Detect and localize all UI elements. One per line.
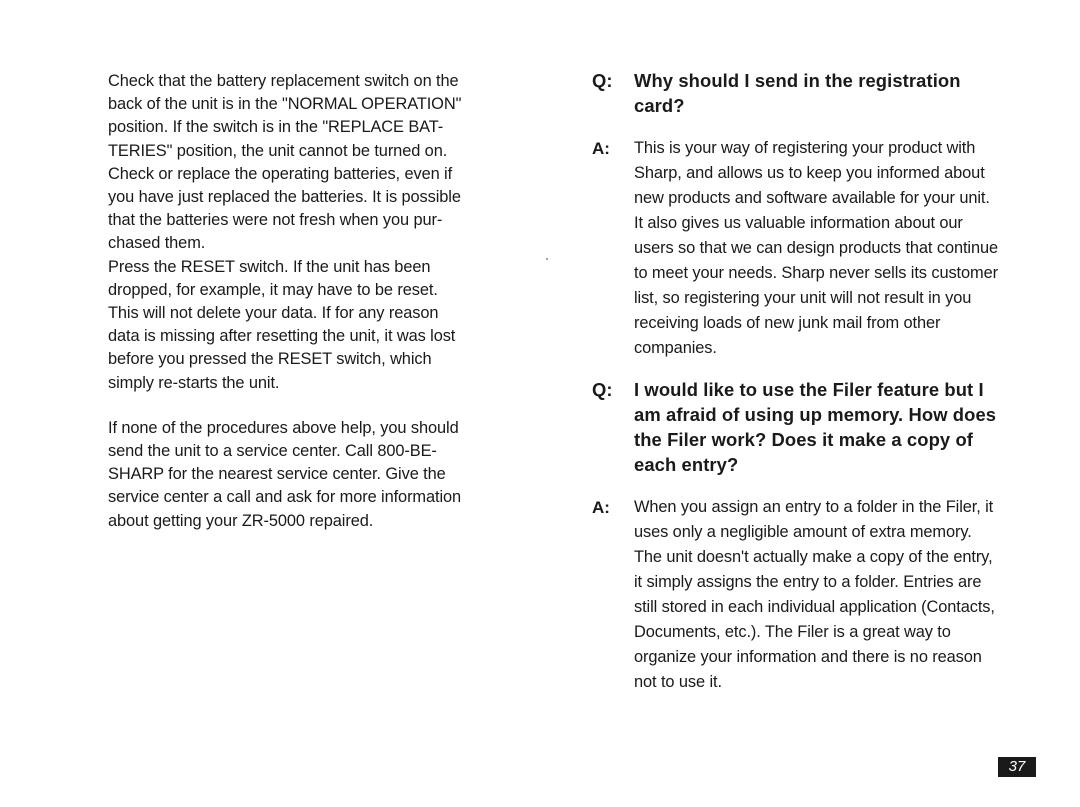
left-column xyxy=(108,70,488,533)
question-label: Q: xyxy=(592,379,613,400)
page-number: 37 xyxy=(998,757,1036,777)
answer-1-text: This is your way of registering your product with Sharp, and allows us to keep you informed about new products and software available for your unit. It also gives us valuable information about our users so that we can design products that continue to meet your needs. Sharp never sells its customer list, so registering your unit will not result in you receiving loads of new junk mail from other companies. xyxy=(634,139,999,357)
question-2-text: I would like to use the Filer feature but I am afraid of using up memory. How does the Filer work? Does it make a copy of each entry? xyxy=(634,379,997,475)
troubleshooting-paragraph-1: Check that the battery replacement switch on the back of the unit is in the "NORMAL OPERATION" position. If the switch is in the "REPLACE BAT- TERIES" position, the unit cannot be turned on. Check or replace the operating batteries, even if you have just replaced the batteries. It is possible that the batteries were not fresh when you pur- chased them. Press the RESET switch. If the unit has been dropped, for example, it may have to be reset. This will not delete your data. If for any reason data is missing after resetting the unit, it was lost before you pressed the RESET switch, which simply re-starts the unit. xyxy=(108,72,462,392)
question-label: Q: xyxy=(592,70,613,91)
right-column xyxy=(592,68,1042,695)
troubleshooting-paragraph-2: If none of the procedures above help, you should send the unit to a service center. Call 800-BE- SHARP for the nearest service center. Give the service center a call and ask for more information about getting your ZR-5000 repaired. xyxy=(108,418,462,530)
answer-2 xyxy=(592,495,1042,695)
question-1-text: Why should I send in the registration card? xyxy=(634,70,961,116)
answer-1 xyxy=(592,136,1042,361)
scan-speck xyxy=(546,258,548,260)
answer-label: A: xyxy=(592,498,610,517)
question-1 xyxy=(592,68,1042,118)
answer-2-text: When you assign an entry to a folder in the Filer, it uses only a negligible amount of extra memory. The unit doesn't actually make a copy of the entry, it simply assigns the entry to a folder. Entries are still stored in each individual application (Contacts, Documents, etc.). The Filer is a great way to organize your information and there is no reason not to use it. xyxy=(634,498,995,691)
question-2 xyxy=(592,377,1042,477)
answer-label: A: xyxy=(592,139,610,158)
